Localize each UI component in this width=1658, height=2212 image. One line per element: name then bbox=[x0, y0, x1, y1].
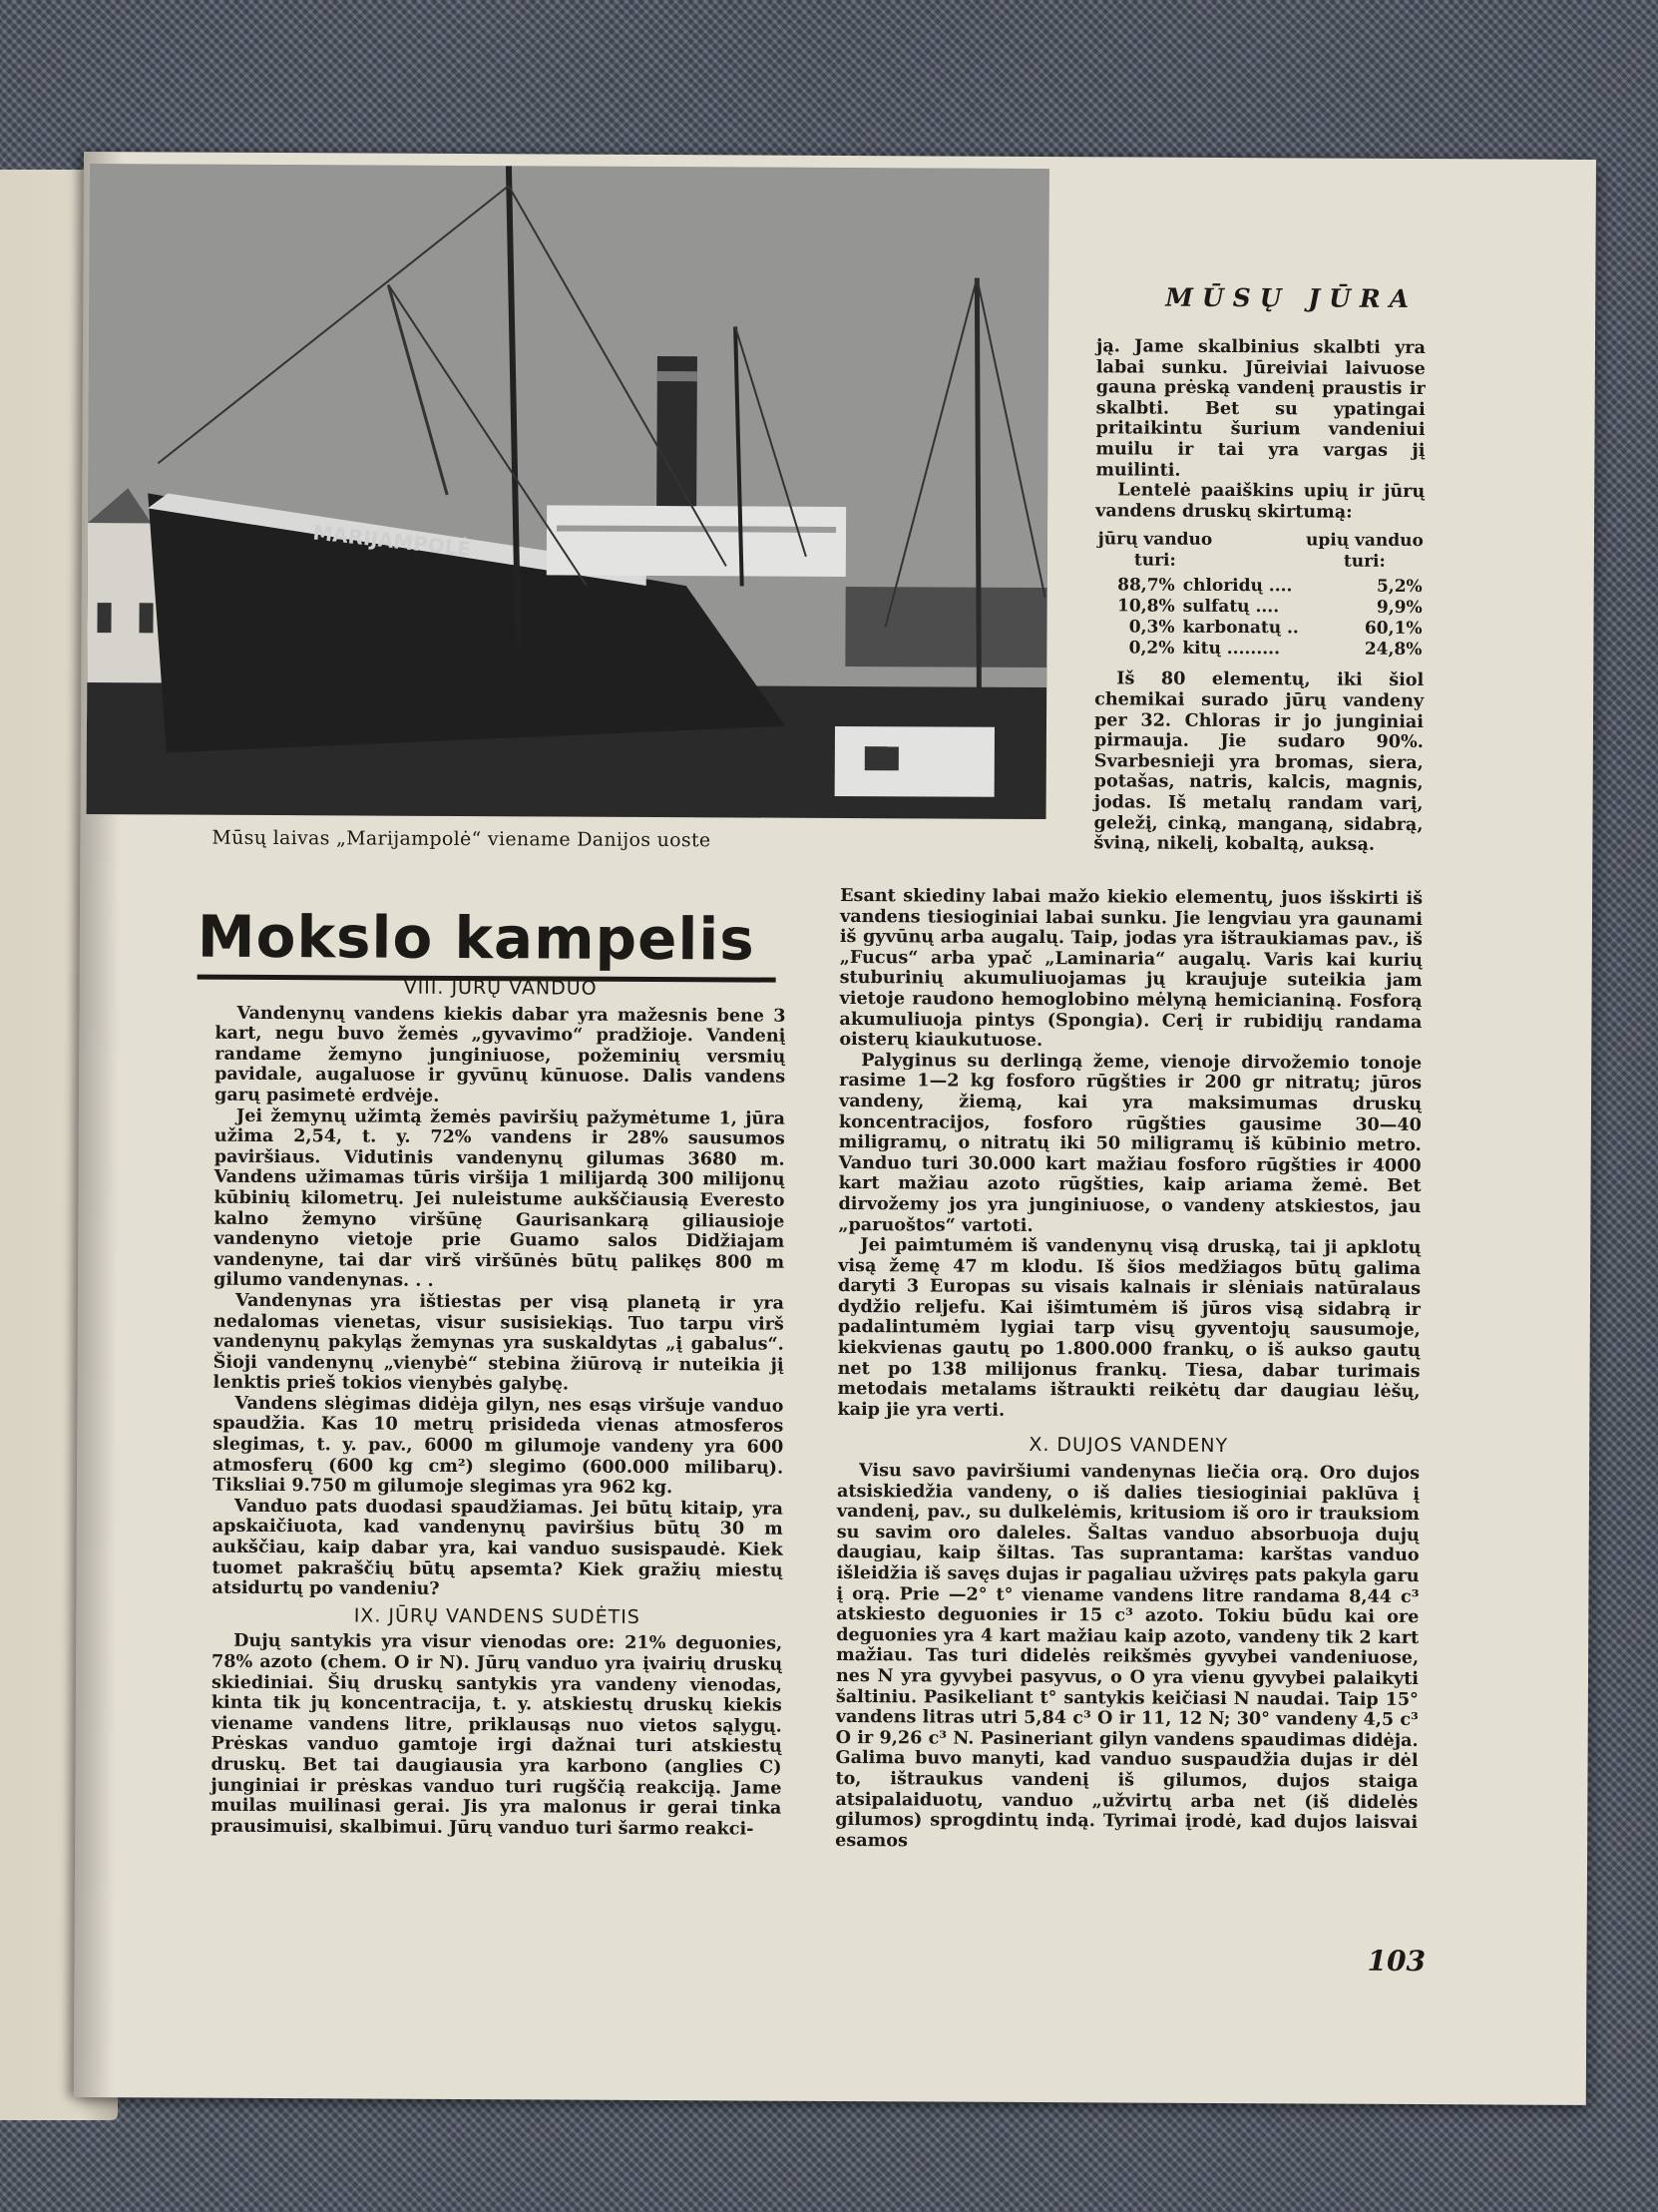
table-row bbox=[1094, 639, 1424, 662]
paragraph: Esant skiediny labai mažo kiekio elementų, juos išskirti iš vandens tiesioginiai labai sunku. Jie lengviau yra gaunami iš gyvūnų arba augalų. Taip, jodas yra ištraukiamas pav., iš „Fucus“ arba ypač „Laminaria“ augalų. Varis kai kurių stuburinių akumuliuojamas jų kraujuje suteikia jam vietoje raudono hemoglobino mėlyną hemicianiną. Fosforą akumuliuoja pintys (Spongia). Cerį ir rubidijų randama oisterų kiaukutuose. bbox=[839, 884, 1424, 1052]
river-value: 24,8% bbox=[1364, 640, 1423, 661]
table-head-sea: jūrų vanduo turi: bbox=[1097, 529, 1213, 572]
left-column bbox=[210, 971, 786, 1840]
article-title: Mokslo kampelis bbox=[198, 903, 776, 983]
table-row bbox=[1094, 618, 1424, 641]
paragraph: Palyginus su derlingą žeme, vienoje dirvožemio tonoje rasime 1—2 kg fosforo rūgšties ir 200 gr nitratų; jūros vandeny, žiemą, kai yra maksimumas druskų koncentracijos, fosforo rūgšties gausime 30—40 miligramų, o nitratų iki 50 miligramų iš kūbinio metro. Vanduo turi 30.000 kart mažiau fosforo rūgšties ir 4000 kart mažiau azoto rūgšties, kaip ariama žemė. Bet dirvožemy jos yra junginiuose, o vandeny atskiestos, jau „paruoštos“ vartoti. bbox=[838, 1049, 1423, 1236]
paragraph: Vandenynų vandens kiekis dabar yra mažesnis bene 3 kart, negu buvo žemės „gyvavimo“ pradžioje. Vandenį randame žemyno junginiuose, požeminių versmių pavidale, augaluose ir gyvūnų kūnuose. Dalis vandens garų pasimetė erdvėje. bbox=[213, 1002, 786, 1106]
sea-value: 10,8% bbox=[1117, 596, 1175, 618]
paragraph: Lentelė paaiškins upių ir jūrų vandens druskų skirtumą: bbox=[1095, 479, 1426, 523]
river-value: 9,9% bbox=[1376, 598, 1423, 619]
paragraph: Dujų santykis yra visur vienodas ore: 21% deguonies, 78% azoto (chem. O ir N). Jūrų vanduo yra įvairių druskų skiediniai. Šių druskų santykis yra vandeny vienodas, kinta tik jų koncentracija, t. y. atskiestų druskų kiekis viename vandens litre, priklausąs nuo vietos sąlygų. Prėskas vanduo gamtoje irgi dažnai turi atskiestų druskų. Bet tai daugiausia yra karbono (anglies C) junginiai ir prėskas vanduo turi rugščią reakciją. Jame muilas muilinasi gerai. Jis yra malonus ir gerai tinka prausimuisi, skalbimui. Jūrų vanduo turi šarmo reakci- bbox=[210, 1630, 783, 1840]
section-heading: IX. JŪRŲ VANDENS SUDĖTIS bbox=[353, 1604, 640, 1628]
magazine-page bbox=[74, 152, 1596, 2105]
table-row bbox=[1095, 576, 1425, 599]
sea-value: 0,3% bbox=[1128, 617, 1175, 639]
salt-name: chloridų .... bbox=[1182, 576, 1293, 597]
salt-name: kitų ......... bbox=[1182, 639, 1281, 660]
paragraph: Vandenynas yra ištiestas per visą planetą ir yra nedalomas vienetas, visur susisiekiąs. Tuo tarpu virš vandenynų pakyląs žemynas yra suskaldytas „į gabalus“. Šioji vandenynų „vienybė“ stebina žiūrovą ir nuteikia jį lenktis prieš tokios vienybės galybę. bbox=[212, 1289, 785, 1395]
table-row bbox=[1095, 597, 1425, 620]
river-value: 5,2% bbox=[1376, 577, 1423, 598]
salt-table bbox=[1094, 530, 1425, 662]
right-top-column bbox=[1093, 336, 1426, 855]
photo-caption: Mūsų laivas „Marijampolė“ viename Danijos uoste bbox=[211, 826, 711, 852]
right-bottom-column bbox=[835, 886, 1423, 1854]
paragraph: Vandens slėgimas didėja gilyn, nes esąs viršuje vanduo spaudžia. Kas 10 metrų prisideda vienas atmosferos slegimas, t. y. pav., 6000 m gilumoje vandeny yra 600 atmosferų (600 kg cm²) slegimo (600.000 milibarų). Tiksliai 9.750 m gilumoje slegimas yra 962 kg. bbox=[211, 1392, 784, 1499]
running-header: MŪSŲ JŪRA bbox=[1165, 282, 1419, 314]
sea-value: 88,7% bbox=[1117, 575, 1175, 597]
section-heading: VIII. JŪRŲ VANDUO bbox=[403, 976, 598, 1000]
page-number: 103 bbox=[1367, 1944, 1427, 1979]
table-header bbox=[1095, 530, 1425, 574]
paragraph: Vanduo pats duodasi spaudžiamas. Jei būtų kitaip, yra apskaičiuota, kad vandenynų paviršius būtų 30 m aukščiau, kaip dabar yra, kai vanduo susispaudė. Kiek tuomet pakraščių būtų apsemta? Kiek gražių miestų atsidurtų po vandeniu? bbox=[211, 1495, 783, 1600]
paragraph: Iš 80 elementų, iki šiol chemikai surado jūrų vandeny per 32. Chloras ir jo junginiai pirmauja. Jie sudaro 90%. Svarbesnieji yra bromas, siera, potašas, natris, kalcis, magnis, jodas. Iš metalų randam varį, geležį, cinką, manganą, sidabrą, šviną, nikelį, kobaltą, auksą. bbox=[1093, 667, 1425, 855]
ship-illustration bbox=[87, 164, 1049, 819]
sea-value: 0,2% bbox=[1128, 638, 1175, 660]
paragraph: Jei paimtumėm iš vandenynų visą druską, tai ji apklotų visą žemę 47 m klodu. Iš šios medžiagos būtų galima daryti 3 Europas su visais kalnais ir slėniais natūralaus dydžio reljefu. Kai išimtumėm iš jūros visą sidabrą ir padalintumėm lygiai tarp visų gyventojų sausumoje, kiekvienas gautų po 1.800.000 frankų, o iš aukso gautų net po 138 milijonus frankų. Tiesa, dabar turimais metodais metalams ištraukti reikėtų dar daugiau lėšų, kaip jie yra verti. bbox=[837, 1234, 1422, 1421]
salt-name: sulfatų .... bbox=[1182, 597, 1280, 618]
ship-name-text: MARIJAMPOLĖ bbox=[311, 520, 473, 562]
ship-photo bbox=[87, 164, 1049, 819]
river-value: 60,1% bbox=[1364, 619, 1423, 640]
paragraph: ją. Jame skalbinius skalbti yra labai sunku. Jūreiviai laivuose gauna prėską vandenį praustis ir skalbti. Bet su ypatingai pritaikintu šurium vandeniui muilu ir tai yra vargas jį muilinti. bbox=[1095, 335, 1427, 481]
section-heading: X. DUJOS VANDENY bbox=[1029, 1434, 1229, 1458]
paragraph: Visu savo paviršiumi vandenynas liečia orą. Oro dujos atsiskiedžia vandeny, o iš dalies tiesioginiai paklūva į vandenį, pav., su dulkelėmis, kritusiom iš oro ir trauksiom su savim oro daleles. Šaltas vanduo absorbuoja dujų daugiau, kaip šiltas. Tas suprantama: karštas vanduo išleidžia iš savęs dujas ir pagaliau užviręs pats pakyla garu į orą. Prie —2° t° viename vandens litre randama 8,44 c³ atskiesto deguonies ir 15 c³ azoto. Tokiu būdu kai ore deguonies yra 4 kart mažiau kaip azoto, vandeny tik 2 kart mažiau. Tas turi didelės reikšmės gyvybei vandeniuose, nes N yra gyvybei pasyvus, o O yra vienu gyvybei palaikyti šaltiniu. Pasikeliant t° santykis keičiasi N naudai. Taip 15° vandens litras utri 5,84 c³ O ir 11, 12 N; 30° vandeny 4,5 c³ O ir 9,26 c³ N. Pasineriant gilyn vandens spaudimas didėja. Galima buvo manyti, kad vanduo suspaudžia dujas ir dėl to, ištraukus vandenį iš gilumos, dujos staiga atsipalaiduotų, vanduo „užvirtų arba net (iš didelės gilumos) sprogdintų indą. Tyrimai įrodė, kad dujos laisvai esamos bbox=[835, 1460, 1421, 1852]
paragraph: Jei žemynų užimtą žemės paviršių pažymėtume 1, jūra užima 2,54, t. y. 72% vandens ir 28% sausumos paviršiaus. Vidutinis vandenynų gilumas 3680 m. Vandens užimamas tūris viršija 1 milijardą 300 milijonų kūbinių kilometrų. Jei nuleistume aukščiausią Everesto kalno žemyno viršūnę Gaurisankarą giliausioje vandenyno vietoje prie Guamo salos Didžiajam vandenyne, tai dar virš viršūnės būtų palikęs 800 m gilumo vandenynas. . . bbox=[213, 1105, 785, 1292]
salt-name: karbonatų .. bbox=[1182, 618, 1299, 639]
table-head-river: upių vanduo turi: bbox=[1306, 530, 1424, 573]
